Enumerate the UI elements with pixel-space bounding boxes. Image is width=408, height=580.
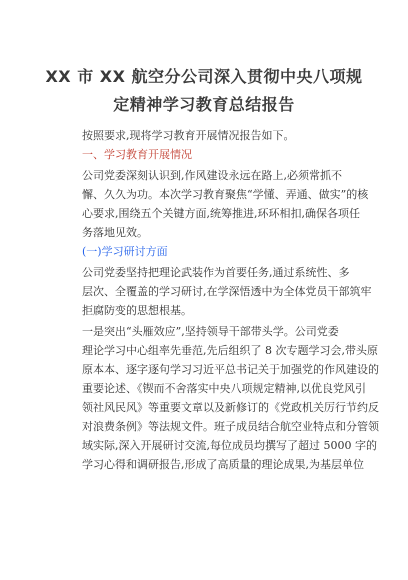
body-text-line: 理论学习中心组率先垂范,先后组织了 8 次专题学习会,带头原 — [82, 344, 378, 357]
subsection-heading: (一)学习研讨方面 — [82, 245, 168, 258]
section-heading: 一、学习教育开展情况 — [82, 148, 192, 161]
body-text-line: 领社风民风》等重要文章以及新修订的《党政机关厉行节约反 — [82, 401, 379, 414]
body-text-line: 心要求,围绕五个关键方面,统筹推进,环环相扣,确保各项任 — [82, 207, 360, 220]
body-text-line: 域实际,深入开展研讨交流,每位成员均撰写了超过 5000 字的 — [82, 439, 377, 452]
body-text-line: 拒腐防变的思想根基。 — [82, 304, 192, 317]
body-text-line: 对浪费条例》等法规文件。班子成员结合航空业特点和分管领 — [82, 420, 379, 433]
body-text-line: 学习心得和调研报告,形成了高质量的理论成果,为基层单位 — [82, 458, 364, 471]
body-text-line: 原本本、逐字逐句学习习近平总书记关于加强党的作风建设的 — [82, 363, 379, 376]
body-text-line: 一是突出“头雁效应”,坚持领导干部带头学。公司党委 — [82, 325, 339, 338]
document-title-line-1: XX 市 XX 航空分公司深入贯彻中央八项规 — [45, 67, 363, 86]
body-text-line: 按照要求,现将学习教育开展情况报告如下。 — [82, 129, 295, 142]
body-text-line: 公司党委深刻认识到,作风建设永远在路上,必须常抓不 — [82, 169, 342, 182]
document-title-line-2: 定精神学习教育总结报告 — [113, 95, 295, 114]
body-text-line: 层次、全覆盖的学习研讨,在学深悟透中为全体党员干部筑牢 — [82, 285, 372, 298]
body-text-line: 重要论述、《锲而不舍落实中央八项规定精神,以优良党风引 — [82, 382, 366, 395]
body-text-line: 公司党委坚持把理论武装作为首要任务,通过系统性、多 — [82, 266, 350, 279]
body-text-line: 懈、久久为功。本次学习教育聚焦“学懂、弄通、做实”的核 — [82, 188, 369, 201]
body-text-line: 务落地见效。 — [82, 226, 148, 239]
